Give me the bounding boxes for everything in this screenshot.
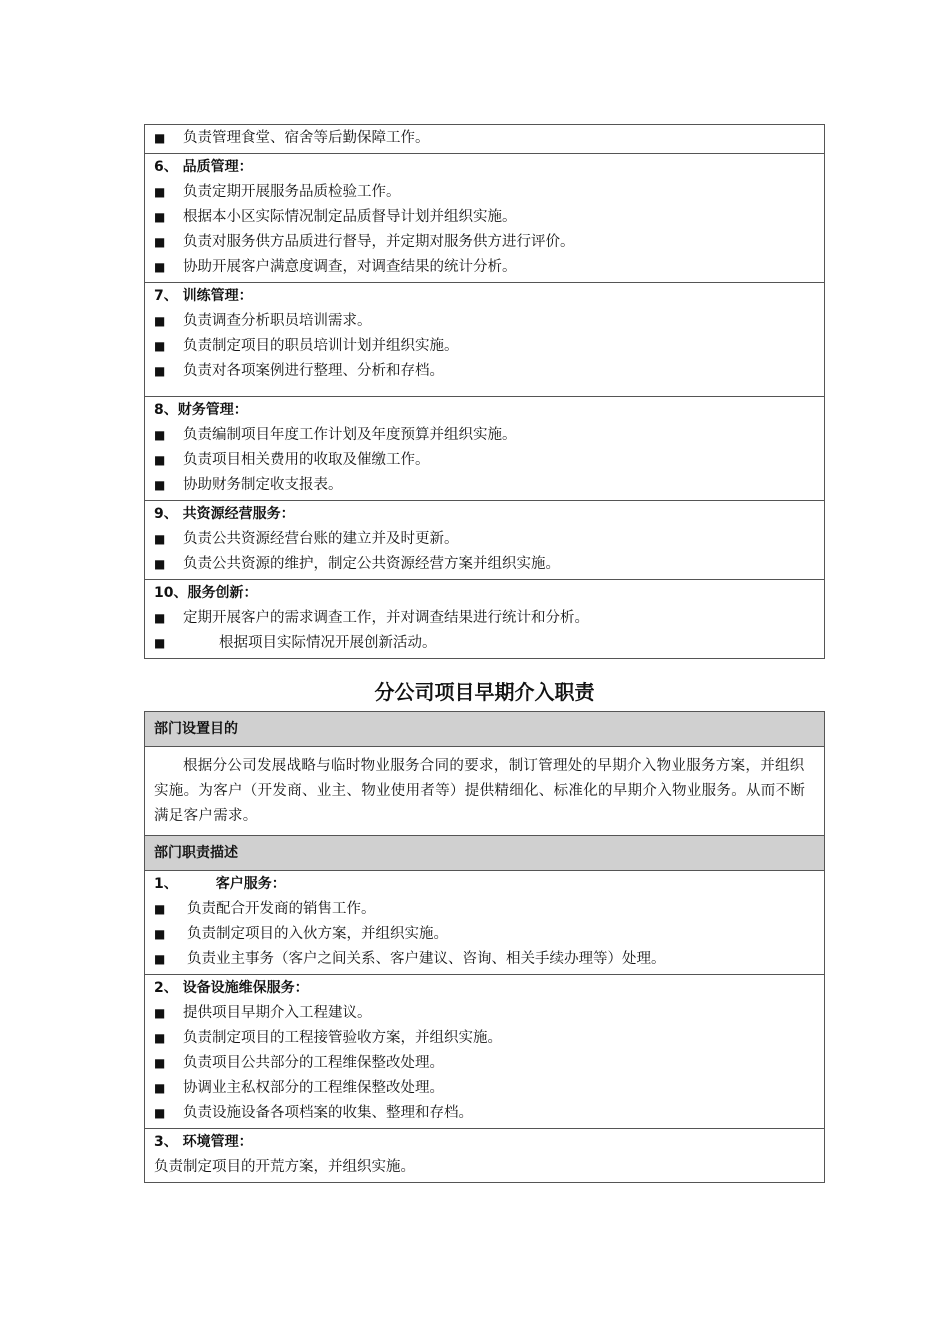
bullet-icon: ■ [154,314,166,328]
bullet-icon: ■ [154,902,166,916]
list-item: ■ 协助开展客户满意度调查，对调查结果的统计分析。 [145,255,824,280]
duties-table-continued [144,124,825,659]
bullet-icon: ■ [154,339,166,353]
bullet-icon: ■ [154,557,166,571]
list-item: ■ 负责公共资源经营台账的建立并及时更新。 [145,527,824,552]
bullet-icon: ■ [154,131,166,145]
section-training [145,282,824,396]
list-item: ■ 负责对各项案例进行整理、分析和存档。 [145,359,824,384]
list-item: ■ 负责编制项目年度工作计划及年度预算并组织实施。 [145,423,824,448]
list-item: ■ 负责项目相关费用的收取及催缴工作。 [145,448,824,473]
list-item: ■ 负责公共资源的维护，制定公共资源经营方案并组织实施。 [145,552,824,577]
bullet-icon: ■ [154,1031,166,1045]
bullet-icon: ■ [154,260,166,274]
early-intervention-table [144,711,825,1183]
bullet-icon: ■ [154,532,166,546]
list-item: ■ 负责业主事务（客户之间关系、客户建议、咨询、相关手续办理等）处理。 [145,947,824,972]
bullet-icon: ■ [154,1006,166,1020]
section-environment [145,1128,824,1182]
bullet-icon: ■ [154,952,166,966]
bullet-icon: ■ [154,1056,166,1070]
section-facility-maintenance [145,974,824,1128]
list-item: ■ 负责管理食堂、宿舍等后勤保障工作。 [145,126,824,151]
section-heading: 8、财务管理： [154,402,248,418]
section-heading: 10、服务创新： [154,585,258,601]
list-item: ■ 负责项目公共部分的工程维保整改处理。 [145,1051,824,1076]
environment-text: 负责制定项目的开荒方案，并组织实施。 [154,1159,415,1175]
bullet-icon: ■ [154,210,166,224]
section-customer-service [145,870,824,974]
duties-header: 部门职责描述 [145,835,824,870]
list-item: ■ 负责设施设备各项档案的收集、整理和存档。 [145,1101,824,1126]
section-heading: 9、 共资源经营服务： [154,506,295,522]
section-heading: 1、 客户服务： [154,876,286,892]
purpose-header: 部门设置目的 [145,712,824,746]
list-item: ■ 协调业主私权部分的工程维保整改处理。 [145,1076,824,1101]
bullet-icon: ■ [154,927,166,941]
bullet-icon: ■ [154,478,166,492]
list-item: ■ 负责制定项目的职员培训计划并组织实施。 [145,334,824,359]
section-public-resources [145,500,824,579]
list-item: ■ 协助财务制定收支报表。 [145,473,824,498]
section-quality [145,153,824,282]
list-item: ■ 负责配合开发商的销售工作。 [145,897,824,922]
bullet-icon: ■ [154,428,166,442]
section-heading: 7、 训练管理： [154,288,253,304]
list-item: ■ 根据项目实际情况开展创新活动。 [145,631,824,656]
bullet-icon: ■ [154,185,166,199]
list-item: ■ 负责制定项目的入伙方案，并组织实施。 [145,922,824,947]
bullet-icon: ■ [154,453,166,467]
bullet-icon: ■ [154,636,166,650]
purpose-text: 根据分公司发展战略与临时物业服务合同的要求，制订管理处的早期介入物业服务方案，并组织实施。为客户（开发商、业主、物业使用者等）提供精细化、标准化的早期介入物业服务。从而不断满足客户需求。 [145,746,824,835]
section-heading: 2、 设备设施维保服务： [154,980,309,996]
section-innovation [145,579,824,658]
list-item: ■ 根据本小区实际情况制定品质督导计划并组织实施。 [145,205,824,230]
logistics-row [145,125,824,153]
list-item: ■ 负责对服务供方品质进行督导，并定期对服务供方进行评价。 [145,230,824,255]
list-item: ■ 提供项目早期介入工程建议。 [145,1001,824,1026]
bullet-icon: ■ [154,364,166,378]
list-item: ■ 定期开展客户的需求调查工作，并对调查结果进行统计和分析。 [145,606,824,631]
section-heading: 6、 品质管理： [154,159,253,175]
list-item: ■ 负责调查分析职员培训需求。 [145,309,824,334]
section-finance [145,396,824,500]
bullet-icon: ■ [154,1106,166,1120]
bullet-icon: ■ [154,235,166,249]
section-heading: 3、 环境管理： [154,1134,253,1150]
list-item: ■ 负责定期开展服务品质检验工作。 [145,180,824,205]
bullet-icon: ■ [154,1081,166,1095]
list-item: ■ 负责制定项目的工程接管验收方案，并组织实施。 [145,1026,824,1051]
page-title: 分公司项目早期介入职责 [374,680,595,704]
bullet-icon: ■ [154,611,166,625]
